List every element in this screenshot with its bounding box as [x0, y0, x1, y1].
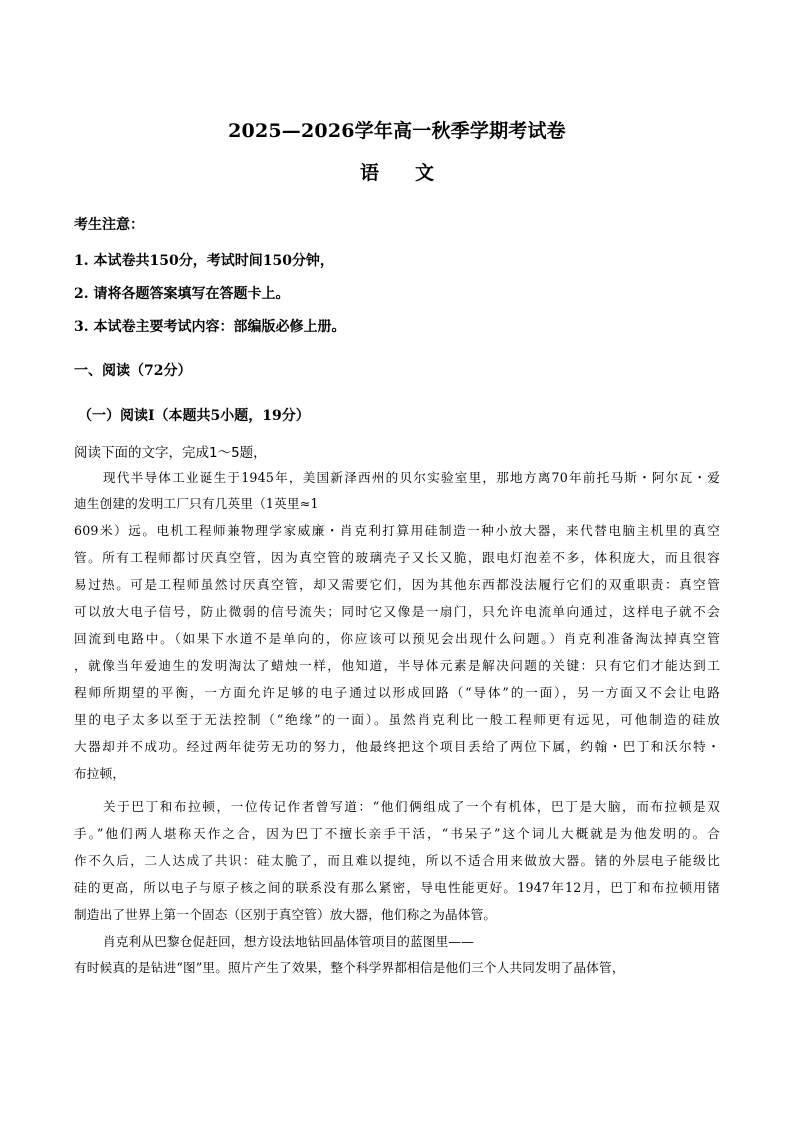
passage-line: 易过热。可是工程师虽然讨厌真空管，却又需要它们，因为其他东西都没法履行它们的双重职责：真空管 — [74, 577, 720, 592]
passage-line: 制造出了世界上第一个固态（区别于真空管）放大器，他们称之为晶体管。 — [74, 907, 497, 922]
notice-item: 3. 本试卷主要考试内容：部编版必修上册。 — [74, 319, 346, 335]
passage-line: 程师所期望的平衡，一方面允许足够的电子通过以形成回路（“导体”的一面），另一方面又不会让电路 — [74, 685, 720, 700]
passage-line: ，就像当年爱迪生的发明淘汰了蜡烛一样，他知道，半导体元素是解决问题的关键：只有它们才能达到工 — [74, 658, 720, 673]
passage-line: 管。所有工程师都讨厌真空管，因为真空管的玻璃壳子又长又脆，跟电灯泡差不多，体积庞大，而且很容 — [74, 550, 720, 565]
passage-line: 手。”他们两人堪称天作之合，因为巴丁不擅长亲手干活，“书呆子”这个词儿大概就是为他发明的。合 — [74, 826, 720, 841]
subject-char-2: 文 — [415, 162, 435, 184]
passage-line: 现代半导体工业诞生于1945年，美国新泽西州的贝尔实验室里，那地方离70年前托马斯・阿尔瓦・爱 — [103, 470, 720, 485]
passage-line: 硅的更高，所以电子与原子核之间的联系没有那么紧密，导电性能更好。1947年12月，巴丁和布拉顿用锗 — [74, 880, 720, 895]
passage-line: 里的电子太多以至于无法控制（“绝缘”的一面）。虽然肖克利比一般工程师更有远见，可他制造的硅放 — [74, 712, 720, 727]
subject-char-1: 语 — [359, 162, 379, 184]
notice-item: 2. 请将各题答案填写在答题卡上。 — [74, 286, 290, 302]
passage-line: 可以放大电子信号，防止微弱的信号流失；同时它又像是一扇门，只允许电流单向通过，这样电子就不会 — [74, 604, 720, 619]
passage-line: 有时候真的是钻进“图”里。照片产生了效果，整个科学界都相信是他们三个人共同发明了晶体管， — [74, 960, 625, 975]
notice-item: 1. 本试卷共150分，考试时间150分钟， — [74, 253, 334, 269]
passage-line: 肖克利从巴黎仓促赶回，想方设法地钻回晶体管项目的蓝图里—— — [103, 934, 475, 949]
subsection-heading: （一）阅读Ⅰ（本题共5小题，19分） — [78, 408, 310, 424]
subject-title — [0, 158, 794, 185]
passage-line: 大器却并不成功。经过两年徒劳无功的努力，他最终把这个项目丢给了两位下属，约翰・巴丁和沃尔特・ — [74, 739, 720, 754]
notice-heading: 考生注意： — [74, 217, 144, 233]
passage-line: 回流到电路中。（如果下水道不是单向的，你应该可以预见会出现什么问题。）肖克利准备淘汰掉真空管 — [74, 631, 720, 646]
exam-title: 2025—2026学年高一秋季学期考试卷 — [228, 120, 566, 142]
passage-line: 作不久后，二人达成了共识：硅太脆了，而且难以提纯，所以不适合用来做放大器。锗的外层电子能级比 — [74, 853, 720, 868]
passage-line: 迪生创建的发明工厂只有几英里（1英里≈1 — [74, 496, 319, 511]
reading-instruction: 阅读下面的文字，完成1～5题， — [74, 445, 267, 461]
passage-line: 布拉顿， — [74, 766, 126, 781]
section-heading: 一、阅读（72分） — [74, 363, 192, 379]
passage-line: 609米）远。电机工程师兼物理学家威廉・肖克利打算用硅制造一种小放大器，来代替电脑主机里的真空 — [74, 523, 720, 538]
passage-line: 关于巴丁和布拉顿，一位传记作者曾写道：“他们俩组成了一个有机体，巴丁是大脑，而布拉顿是双 — [103, 799, 720, 814]
